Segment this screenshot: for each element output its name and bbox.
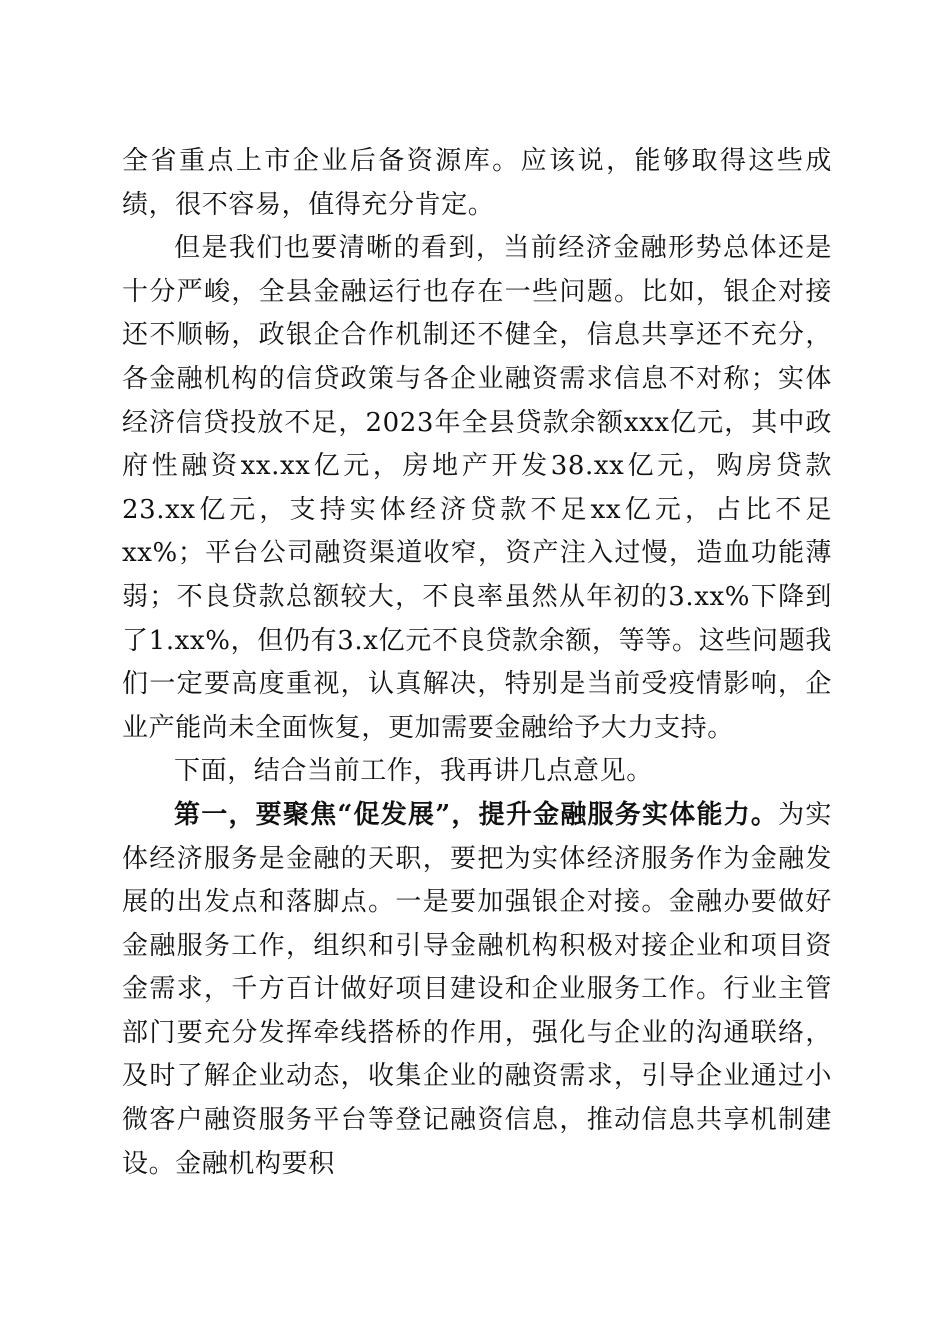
paragraph-text: 为实体经济服务是金融的天职，要把为实体经济服务作为金融发展的出发点和落脚点。一是要加强银企对接。金融办要做好金融服务工作，组织和引导金融机构积极对接企业和项目资金需求，千方百计做好项目建设和企业服务工作。行业主管部门要充分发挥牵线搭桥的作用，强化与企业的沟通联络，及时了解企业动态，收集企业的融资需求，引导企业通过小微客户融资服务平台等登记融资信息，推动信息共享机制建设。金融机构要积 bbox=[122, 799, 833, 1179]
paragraph-problems bbox=[122, 227, 832, 750]
paragraph-first-point bbox=[122, 794, 832, 1186]
section-heading: 第一，要聚焦“促发展”，提升金融服务实体能力。 bbox=[174, 799, 779, 830]
paragraph-text: 但是我们也要清晰的看到，当前经济金融形势总体还是十分严峻，全县金融运行也存在一些问题。比如，银企对接还不顺畅，政银企合作机制还不健全，信息共享还不充分，各金融机构的信贷政策与各企业融资需求信息不对称；实体经济信贷投放不足，2023年全县贷款余额xxx亿元，其中政府性融资xx.xx亿元，房地产开发38.xx亿元，购房贷款23.xx亿元，支持实体经济贷款不足xx亿元，占比不足xx%；平台公司融资渠道收窄，资产注入过慢，造血功能薄弱；不良贷款总额较大，不良率虽然从年初的3.xx%下降到了1.xx%，但仍有3.x亿元不良贷款余额，等等。这些问题我们一定要高度重视，认真解决，特别是当前受疫情影响，企业产能尚未全面恢复，更加需要金融给予大力支持。 bbox=[122, 233, 832, 743]
document-body bbox=[122, 140, 832, 1186]
paragraph-continuation bbox=[122, 140, 832, 227]
paragraph-transition bbox=[122, 750, 832, 794]
paragraph-text: 全省重点上市企业后备资源库。应该说，能够取得这些成绩，很不容易，值得充分肯定。 bbox=[122, 146, 832, 220]
paragraph-text: 下面，结合当前工作，我再讲几点意见。 bbox=[174, 756, 653, 787]
